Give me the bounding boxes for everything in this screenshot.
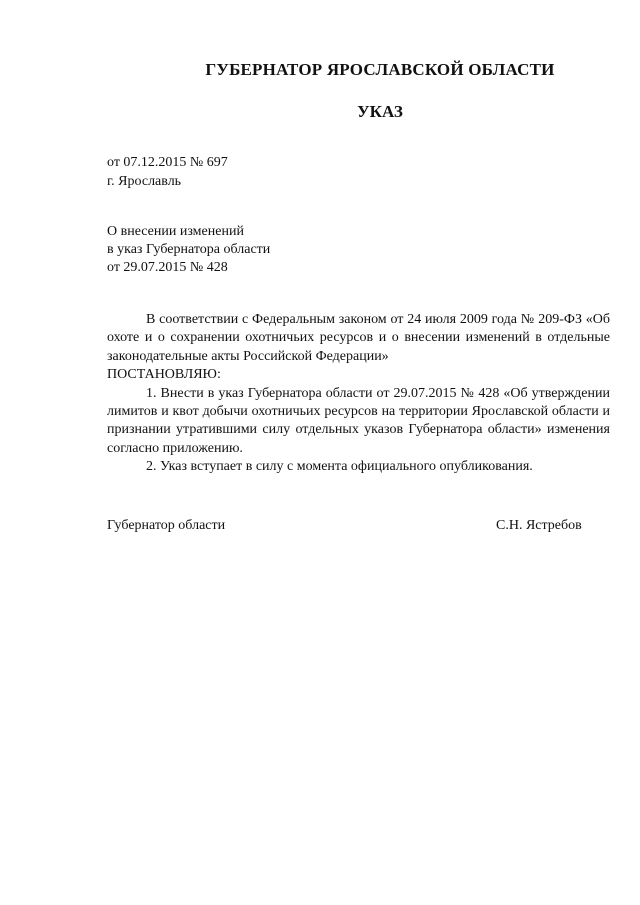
signatory-name: С.Н. Ястребов xyxy=(496,518,582,533)
date-number: от 07.12.2015 № 697 xyxy=(107,155,228,170)
document-type: УКАЗ xyxy=(357,102,403,121)
item-2-paragraph: 2. Указ вступает в силу с момента официального опубликования. xyxy=(146,459,533,475)
document-body xyxy=(107,311,610,477)
subject-line-1: О внесении изменений xyxy=(107,224,244,239)
subject-line-2: в указ Губернатора области xyxy=(107,242,271,257)
resolve-word: ПОСТАНОВЛЯЮ: xyxy=(107,367,221,383)
item-1-paragraph: 1. Внести в указ Губернатора области от 29.07.2015 № 428 «Об утверждении лимитов и квот добычи охотничьих ресурсов на территории Ярославской области и признании утратившими силу отдельных указов Губернатора области» изменения согласно приложению. xyxy=(107,385,610,456)
city: г. Ярославль xyxy=(107,174,182,189)
subject-line-3: от 29.07.2015 № 428 xyxy=(107,260,228,275)
signatory-position: Губернатор области xyxy=(107,518,226,533)
preamble-paragraph: В соответствии с Федеральным законом от 24 июля 2009 года № 209-ФЗ «Об охоте и о сохранении охотничьих ресурсов и о внесении изменений в отдельные законодательные акты Российской Федерации» xyxy=(107,312,610,364)
issuer-title: ГУБЕРНАТОР ЯРОСЛАВСКОЙ ОБЛАСТИ xyxy=(205,60,555,79)
